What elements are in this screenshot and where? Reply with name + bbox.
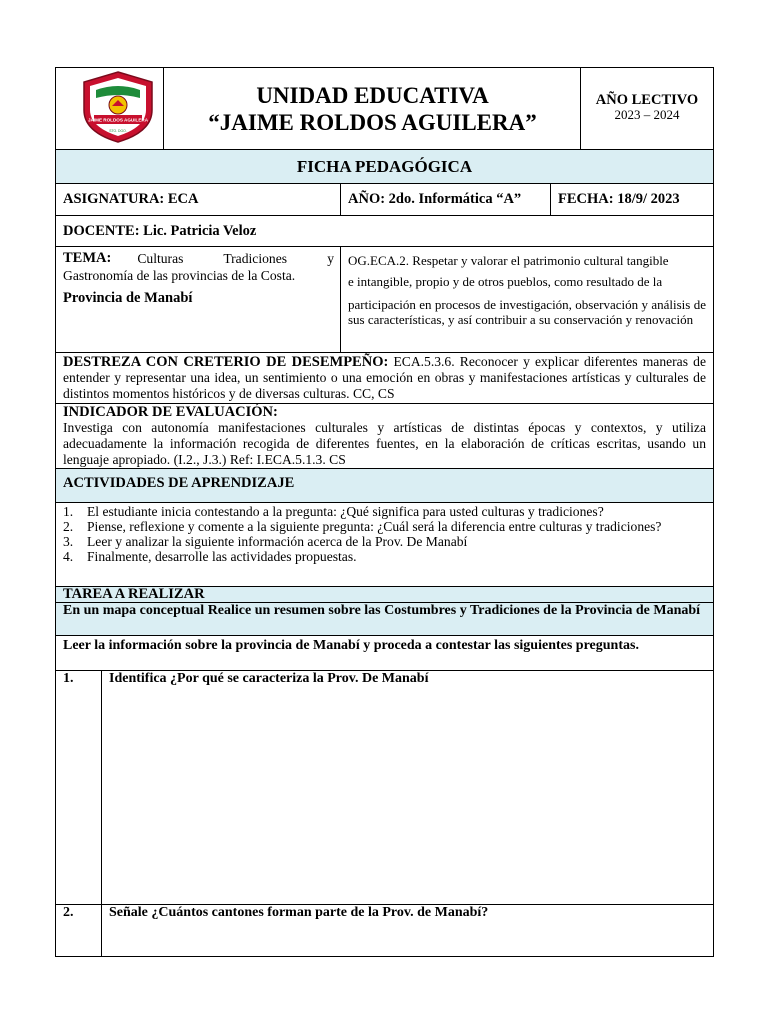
subject-cell <box>56 184 341 215</box>
topic-label: TEMA: <box>63 250 112 266</box>
subject-label: ASIGNATURA: ECA <box>63 191 199 207</box>
indicator-text: Investiga con autonomía manifestaciones culturales y artísticas de distintas épocas y contextos, y utiliza adecuadamente la información recogida de diferentes fuentes, en la elaboración de críticas escritas, usando un lenguaje apropiado. (I.2., J.3.) Ref: I.ECA.5.1.3. CS <box>63 420 706 467</box>
topic-text-line2: Gastronomía de las provincias de la Costa. <box>63 268 296 283</box>
school-year-cell <box>580 68 713 149</box>
read-instruction: Leer la información sobre la provincia de Manabí y proceda a contestar las siguientes preguntas. <box>63 638 639 653</box>
question-text: Identifica ¿Por qué se caracteriza la Prov. De Manabí <box>109 671 429 686</box>
activity-item: 4. Finalmente, desarrolle las actividades propuestas. <box>63 549 357 564</box>
general-objective-cell <box>340 247 713 352</box>
question-number: 1. <box>63 671 74 686</box>
objective-line2: e intangible, propio y de otros pueblos, como resultado de la <box>348 274 663 289</box>
school-year-value: 2023 – 2024 <box>614 107 680 122</box>
task-instruction: En un mapa conceptual Realice un resumen sobre las Costumbres y Tradiciones de la Provincia de Manabí <box>63 603 701 618</box>
grade-cell <box>340 184 551 215</box>
logo-text: JAIME ROLDOS AGUILERA <box>87 117 149 123</box>
objective-line1: OG.ECA.2. Respetar y valorar el patrimonio cultural tangible <box>348 253 669 268</box>
skill-text: ECA.5.3.6. Reconocer y explicar diferentes maneras de entender y representar una idea, un sentimiento o una emoción en obras y manifestaciones artísticas y culturales de distintos momentos históricos y de diversas culturas. CC, CS <box>63 354 706 401</box>
answer-area[interactable] <box>101 671 713 904</box>
activities-list-row <box>55 502 714 587</box>
topic-province: Provincia de Manabí <box>63 290 193 306</box>
answer-area[interactable] <box>101 905 713 956</box>
school-crest-logo <box>78 70 158 144</box>
read-instruction-row <box>55 635 714 671</box>
activities-heading-row <box>55 468 714 503</box>
topic-row <box>55 246 714 353</box>
activities-list <box>56 504 713 564</box>
skill-paragraph <box>56 353 713 402</box>
school-name-line1: UNIDAD EDUCATIVA <box>256 83 489 108</box>
indicator-label: INDICADOR DE EVALUACIÓN: <box>63 404 278 420</box>
date-label: FECHA: 18/9/ 2023 <box>558 191 680 207</box>
teacher-label: DOCENTE: Lic. Patricia Veloz <box>63 223 257 239</box>
skill-row <box>55 352 714 404</box>
activity-item: 1. El estudiante inicia contestando a la pregunta: ¿Qué significa para usted culturas y tradiciones? <box>63 504 604 519</box>
title-row <box>55 149 714 184</box>
logo-subtext: STO. DGO. <box>109 129 127 133</box>
info-row <box>55 183 714 216</box>
topic-cell <box>56 247 341 352</box>
objective-line3: participación en procesos de investigación, observación y análisis de sus características, y así contribuir a su conservación y renovación <box>348 297 706 327</box>
activity-item: 3. Leer y analizar la siguiente información acerca de la Prov. De Manabí <box>63 534 468 549</box>
task-instruction-row <box>55 602 714 636</box>
sheet-title: FICHA PEDAGÓGICA <box>296 157 473 176</box>
activities-heading: ACTIVIDADES DE APRENDIZAJE <box>63 475 295 491</box>
question-text: Señale ¿Cuántos cantones forman parte de la Prov. de Manabí? <box>109 905 489 920</box>
activity-item: 2. Piense, reflexione y comente a la siguiente pregunta: ¿Cuál será la diferencia entre culturas y tradiciones? <box>63 519 662 534</box>
teacher-row <box>55 215 714 247</box>
pedagogical-sheet <box>55 67 714 957</box>
indicator-row <box>55 403 714 469</box>
question-row <box>55 670 714 905</box>
task-heading: TAREA A REALIZAR <box>63 586 205 602</box>
question-number: 2. <box>63 905 74 920</box>
school-year-label: AÑO LECTIVO <box>595 92 699 108</box>
school-name-line2: “JAIME ROLDOS AGUILERA” <box>208 110 537 135</box>
task-heading-row <box>55 586 714 603</box>
school-name-cell <box>163 68 581 149</box>
date-cell <box>550 184 713 215</box>
question-row <box>55 904 714 957</box>
header-row <box>55 67 714 150</box>
topic-text-line1: Culturas Tradiciones y <box>137 251 334 266</box>
logo-cell <box>56 68 164 149</box>
grade-label: AÑO: 2do. Informática “A” <box>348 191 522 207</box>
skill-label: DESTREZA CON CRETERIO DE DESEMPEÑO: <box>63 354 389 370</box>
